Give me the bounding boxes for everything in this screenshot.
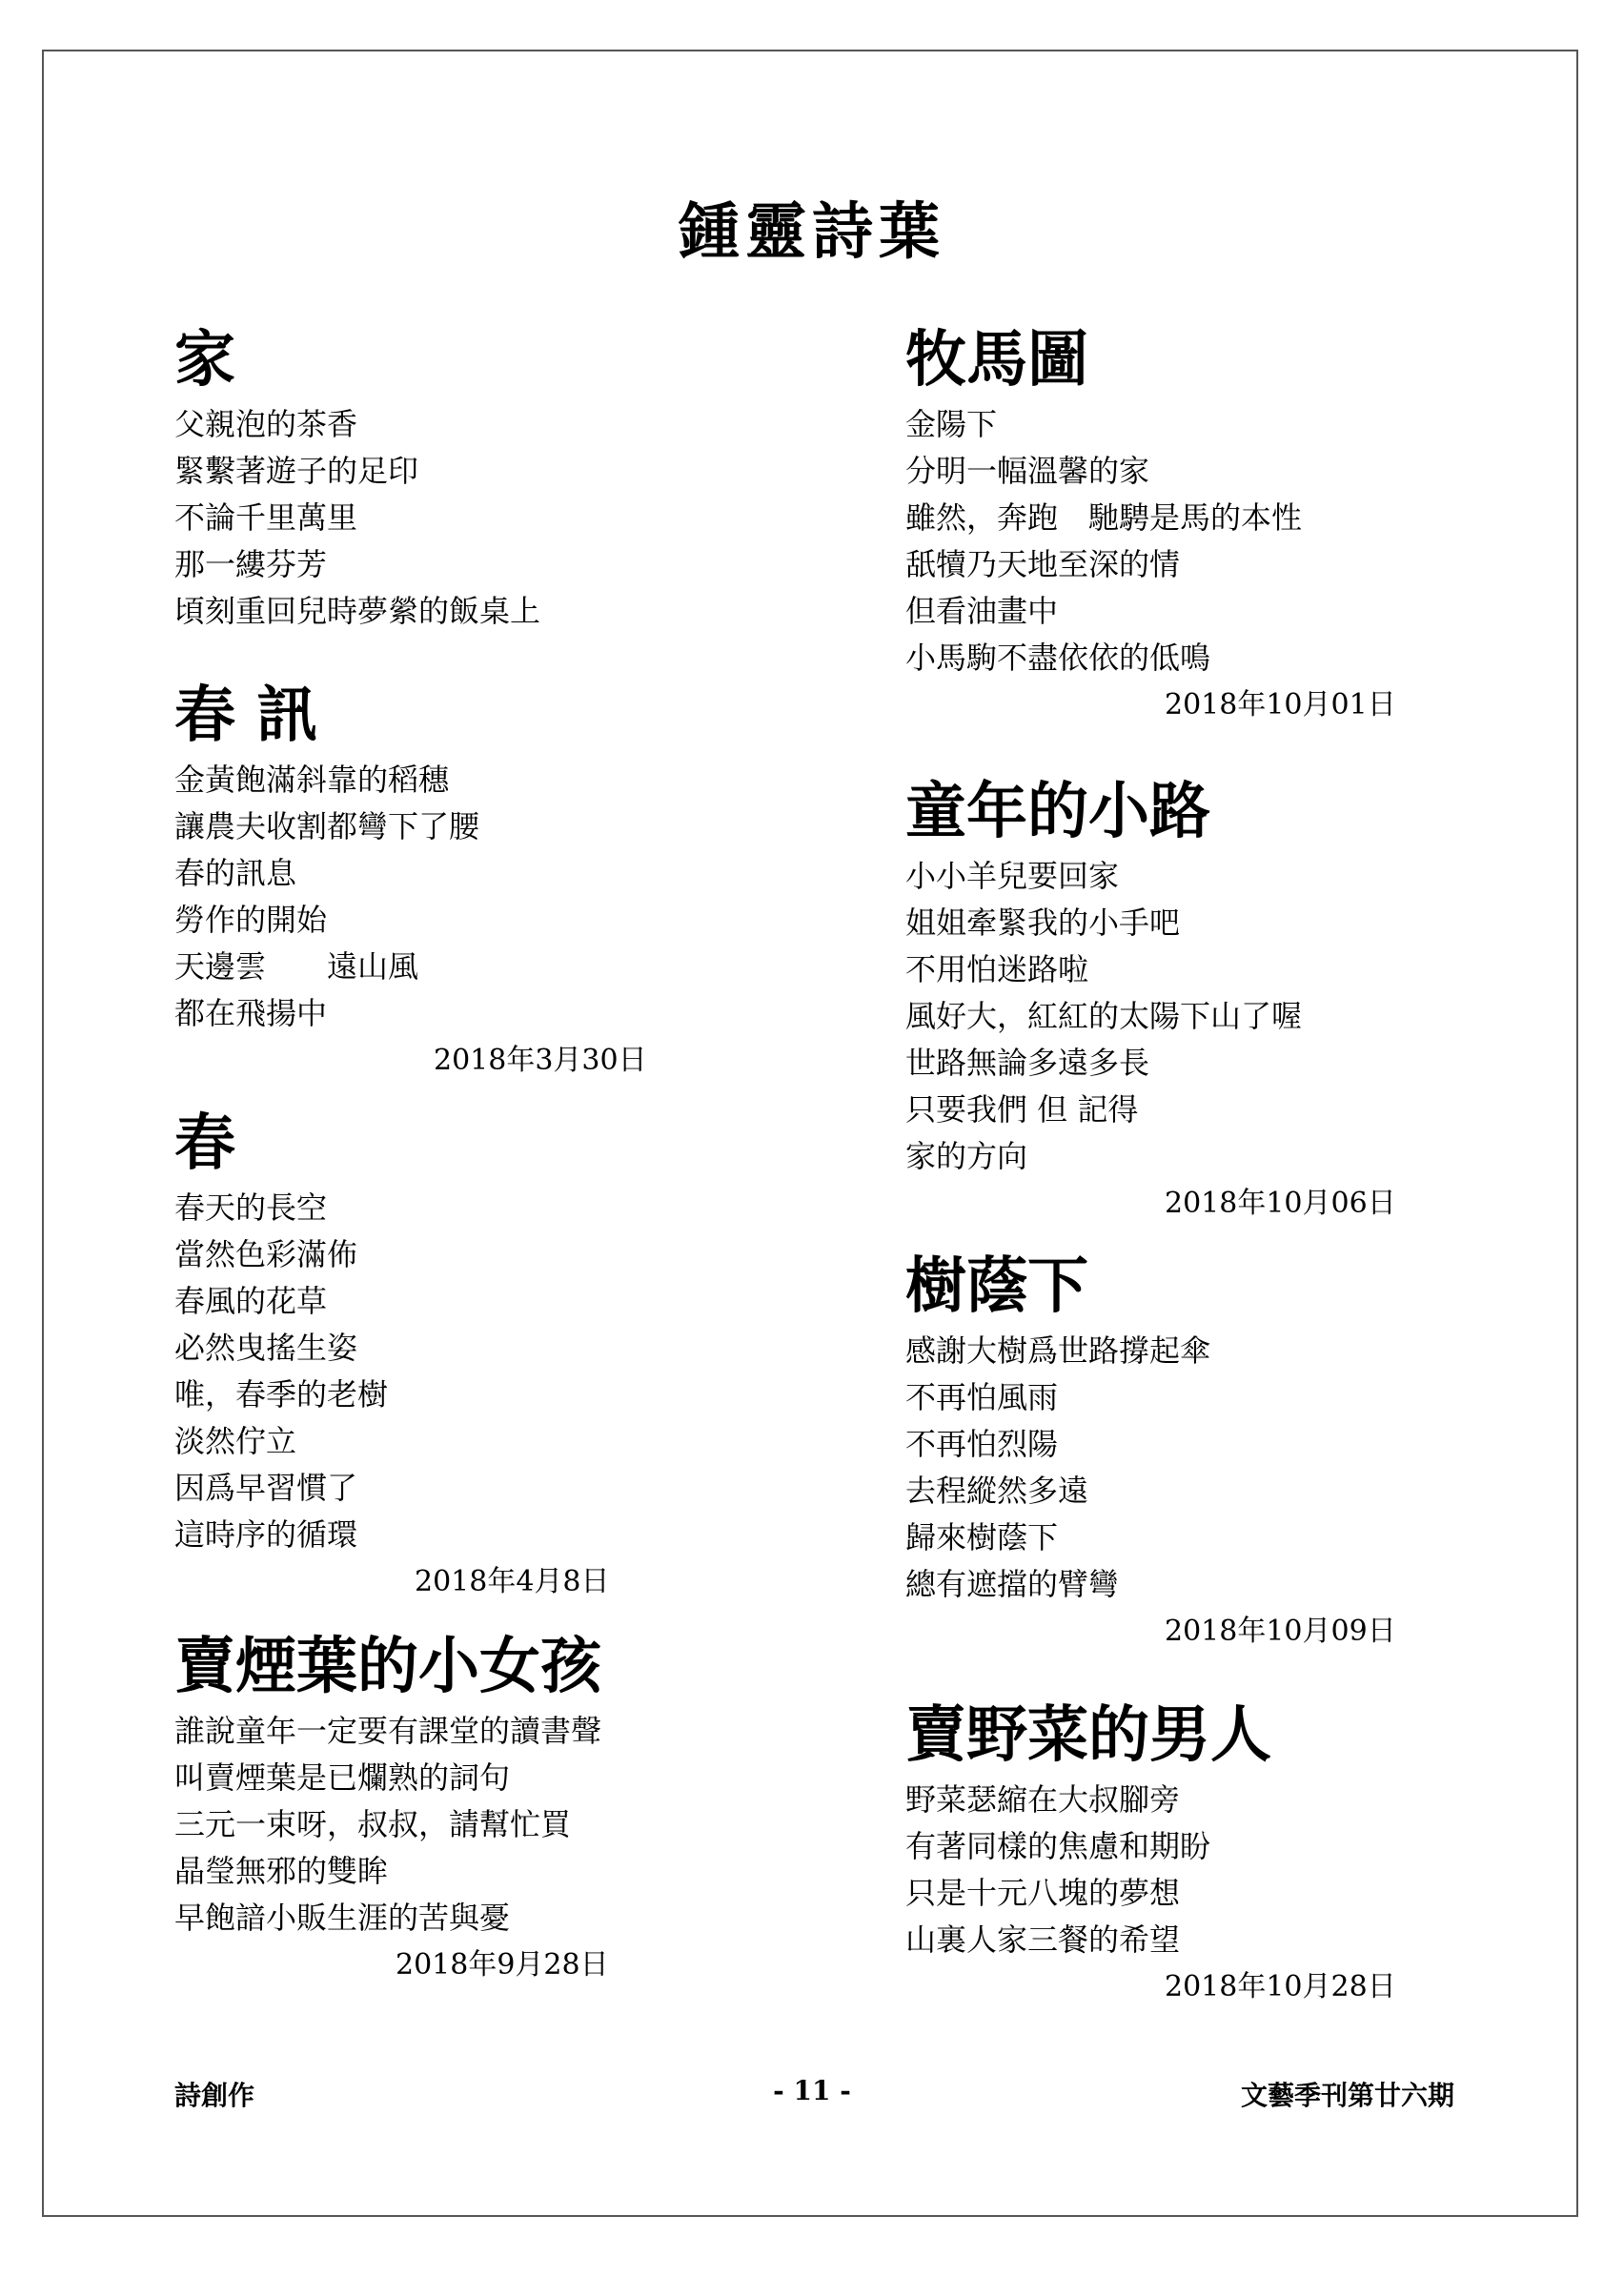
poem-line: 讓農夫收割都彎下了腰 bbox=[174, 808, 480, 844]
poem-date: 2018年10月06日 bbox=[1165, 1187, 1396, 1220]
poem-line: 這時序的循環 bbox=[174, 1516, 358, 1553]
poem-line: 去程縱然多遠 bbox=[905, 1473, 1089, 1509]
poem-line: 只要我們 但 記得 bbox=[905, 1091, 1139, 1128]
poem-lines bbox=[905, 853, 1496, 1180]
poem-lines bbox=[174, 1185, 765, 1558]
poem-line: 分明一幅溫馨的家 bbox=[905, 453, 1150, 489]
poem-line: 世路無論多遠多長 bbox=[905, 1045, 1150, 1081]
poem bbox=[905, 1246, 1496, 1655]
poem-line: 不論千里萬里 bbox=[174, 499, 358, 536]
poem-line: 不再怕烈陽 bbox=[905, 1426, 1059, 1462]
poem-line: 感謝大樹爲世路撐起傘 bbox=[905, 1332, 1211, 1369]
poem-line: 誰說童年一定要有課堂的讀書聲 bbox=[174, 1713, 602, 1749]
poem-line: 當然色彩滿佈 bbox=[174, 1236, 358, 1272]
poem-lines bbox=[174, 401, 765, 635]
poem-title: 賣煙葉的小女孩 bbox=[174, 1631, 601, 1702]
poem-line: 小小羊兒要回家 bbox=[905, 858, 1120, 894]
poem-line: 金陽下 bbox=[905, 406, 998, 442]
poem-line: 家的方向 bbox=[905, 1138, 1028, 1174]
poem-line: 金黃飽滿斜靠的稻穗 bbox=[174, 762, 450, 798]
poem-line: 天邊雲 遠山風 bbox=[174, 948, 419, 985]
poem-line: 勞作的開始 bbox=[174, 902, 328, 938]
poem-lines bbox=[905, 401, 1496, 681]
poem-line: 春天的長空 bbox=[174, 1189, 328, 1226]
left-column bbox=[174, 319, 765, 1988]
poem-date: 2018年9月28日 bbox=[396, 1948, 609, 1982]
page-title: 鍾靈詩葉 bbox=[679, 196, 945, 268]
page-number: - 11 - bbox=[773, 2075, 851, 2106]
poem-date: 2018年4月8日 bbox=[415, 1565, 610, 1598]
poem-line: 淡然佇立 bbox=[174, 1423, 297, 1459]
poem-date: 2018年10月09日 bbox=[1165, 1615, 1396, 1648]
poem-title: 樹蔭下 bbox=[905, 1250, 1088, 1322]
poem-line: 有著同樣的焦慮和期盼 bbox=[905, 1828, 1211, 1864]
footer-section: 詩創作 bbox=[174, 2080, 255, 2111]
poem-lines bbox=[174, 1708, 765, 1942]
poem-line: 唯，春季的老樹 bbox=[174, 1376, 389, 1413]
poem-line: 但看油畫中 bbox=[905, 593, 1059, 629]
poem bbox=[174, 1103, 765, 1605]
poem bbox=[174, 319, 765, 635]
poem-line: 總有遮擋的臂彎 bbox=[905, 1566, 1120, 1602]
poem-line: 山裏人家三餐的希望 bbox=[905, 1921, 1181, 1958]
poem-line: 因爲早習慣了 bbox=[174, 1470, 358, 1506]
poem-date: 2018年3月30日 bbox=[434, 1044, 647, 1077]
poem-line: 歸來樹蔭下 bbox=[905, 1519, 1059, 1555]
poem-date: 2018年10月28日 bbox=[1165, 1970, 1396, 2003]
poem-line: 三元一束呀，叔叔，請幫忙買 bbox=[174, 1806, 572, 1842]
poem-line: 姐姐牽緊我的小手吧 bbox=[905, 905, 1181, 941]
poem-line: 春風的花草 bbox=[174, 1283, 328, 1319]
poem-line: 頃刻重回兒時夢縈的飯桌上 bbox=[174, 593, 541, 629]
footer-publication: 文藝季刊第廿六期 bbox=[1240, 2080, 1454, 2111]
poem-line: 那一縷芬芳 bbox=[174, 546, 328, 582]
poem-title: 春 訊 bbox=[174, 680, 318, 751]
poem-line: 父親泡的茶香 bbox=[174, 406, 358, 442]
poem-title: 牧馬圖 bbox=[905, 324, 1088, 396]
poem-line: 晶瑩無邪的雙眸 bbox=[174, 1853, 389, 1889]
poem-line: 雖然，奔跑 馳騁是馬的本性 bbox=[905, 499, 1303, 536]
poem bbox=[905, 319, 1496, 728]
poem bbox=[174, 675, 765, 1084]
poem-lines bbox=[174, 757, 765, 1037]
poem-title: 春 bbox=[174, 1108, 235, 1179]
poem-lines bbox=[905, 1328, 1496, 1608]
poem-line: 叫賣煙葉是已爛熟的詞句 bbox=[174, 1759, 511, 1796]
poem-line: 舐犢乃天地至深的情 bbox=[905, 546, 1181, 582]
poem-line: 只是十元八塊的夢想 bbox=[905, 1875, 1181, 1911]
poem-title: 童年的小路 bbox=[905, 776, 1210, 847]
poem-line: 不用怕迷路啦 bbox=[905, 951, 1089, 987]
poem-line: 小馬駒不盡依依的低鳴 bbox=[905, 640, 1211, 676]
poem-line: 緊繫著遊子的足印 bbox=[174, 453, 419, 489]
poem bbox=[905, 1695, 1496, 2010]
poem-line: 都在飛揚中 bbox=[174, 995, 328, 1031]
poem-line: 風好大，紅紅的太陽下山了喔 bbox=[905, 998, 1303, 1034]
poem-line: 野菜瑟縮在大叔腳旁 bbox=[905, 1781, 1181, 1818]
poem-line: 春的訊息 bbox=[174, 855, 297, 891]
poem-title: 賣野菜的男人 bbox=[905, 1699, 1271, 1771]
right-column bbox=[905, 319, 1496, 2010]
poem-date: 2018年10月01日 bbox=[1165, 688, 1396, 722]
poem-title: 家 bbox=[174, 324, 235, 396]
poem bbox=[174, 1626, 765, 1988]
poem-line: 早飽諳小販生涯的苦與憂 bbox=[174, 1900, 511, 1936]
poem-line: 必然曳搖生姿 bbox=[174, 1330, 358, 1366]
poem-line: 不再怕風雨 bbox=[905, 1379, 1059, 1415]
poem-lines bbox=[905, 1777, 1496, 1963]
poem bbox=[905, 771, 1496, 1227]
